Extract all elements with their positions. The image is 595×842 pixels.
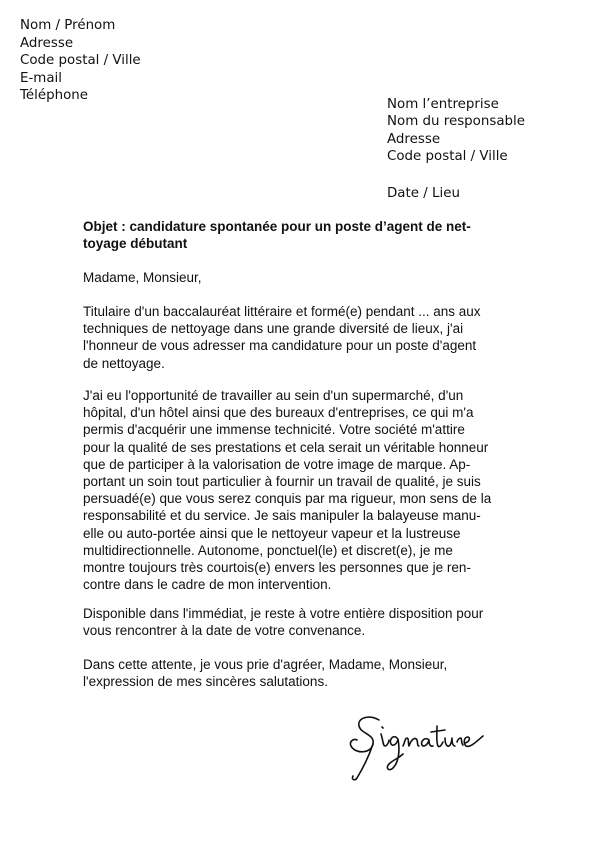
sender-name: Nom / Prénom [20,18,116,33]
paragraph-line: hôpital, d'un hôtel ainsi que des bureaux d'entreprises, ce qui m'a [83,405,474,421]
date-place: Date / Lieu [387,186,460,201]
paragraph-line: permis d'acquérir une immense technicité. Votre société m'attire [83,422,465,438]
salutation: Madame, Monsieur, [83,270,202,285]
paragraph-line: portant un soin tout particulier à fournir un travail de qualité, je suis [83,474,481,490]
paragraph-line: vous rencontrer à la date de votre convenance. [83,623,366,639]
paragraph-line: elle ou auto-portée ainsi que le nettoyeur vapeur et la lustreuse [83,525,461,541]
paragraph-line: Titulaire d'un baccalauréat littéraire et formé(e) pendant ... ans aux [83,304,481,319]
recipient-address: Adresse [387,131,441,147]
handwritten-signature [345,712,485,782]
sender-postal-city: Code postal / Ville [20,53,141,69]
sender-address: Adresse [20,35,74,51]
paragraph-line: techniques de nettoyage dans une grande diversité de lieux, j'ai [83,321,464,337]
paragraph-line: montre toujours très courtois(e) envers les personnes que je ren- [83,560,471,576]
paragraph-line: J'ai eu l'opportunité de travailler au sein d'un supermarché, d'un [83,388,464,403]
object-line-text: toyage débutant [83,236,188,252]
recipient-manager: Nom du responsable [387,114,525,130]
paragraph-closing [83,656,513,690]
sender-phone: Téléphone [20,88,89,104]
recipient-company: Nom l’entreprise [387,97,499,112]
paragraph-line: contre dans le cadre de mon intervention. [83,577,332,593]
recipient-postal-city: Code postal / Ville [387,149,508,165]
recipient-block [387,96,525,166]
paragraph-line: l'honneur de vous adresser ma candidature pour un poste d'agent [83,338,477,354]
object-line [83,218,513,252]
paragraph-line: Disponible dans l'immédiat, je reste à votre entière disposition pour [83,606,484,621]
paragraph-line: que de participer à la valorisation de votre image de marque. Ap- [83,456,471,472]
object-line-text: Objet : candidature spontanée pour un poste d’agent de net- [83,219,471,234]
sender-block [20,17,141,105]
paragraph-experience [83,387,513,593]
paragraph-line: persuadé(e) que vous serez conquis par ma rigueur, mon sens de la [83,491,492,507]
paragraph-line: Dans cette attente, je vous prie d'agréer, Madame, Monsieur, [83,657,448,672]
paragraph-line: responsabilité et du service. Je sais manipuler la balayeuse manu- [83,508,481,524]
paragraph-line: multidirectionnelle. Autonome, ponctuel(le) et discret(e), je me [83,542,453,558]
sender-email: E-mail [20,70,62,86]
paragraph-introduction [83,303,513,372]
paragraph-line: l'expression de mes sincères salutations. [83,674,328,690]
paragraph-line: pour la qualité de ses prestations et cela serait un véritable honneur [83,439,489,455]
paragraph-line: de nettoyage. [83,355,165,371]
paragraph-availability [83,605,513,639]
